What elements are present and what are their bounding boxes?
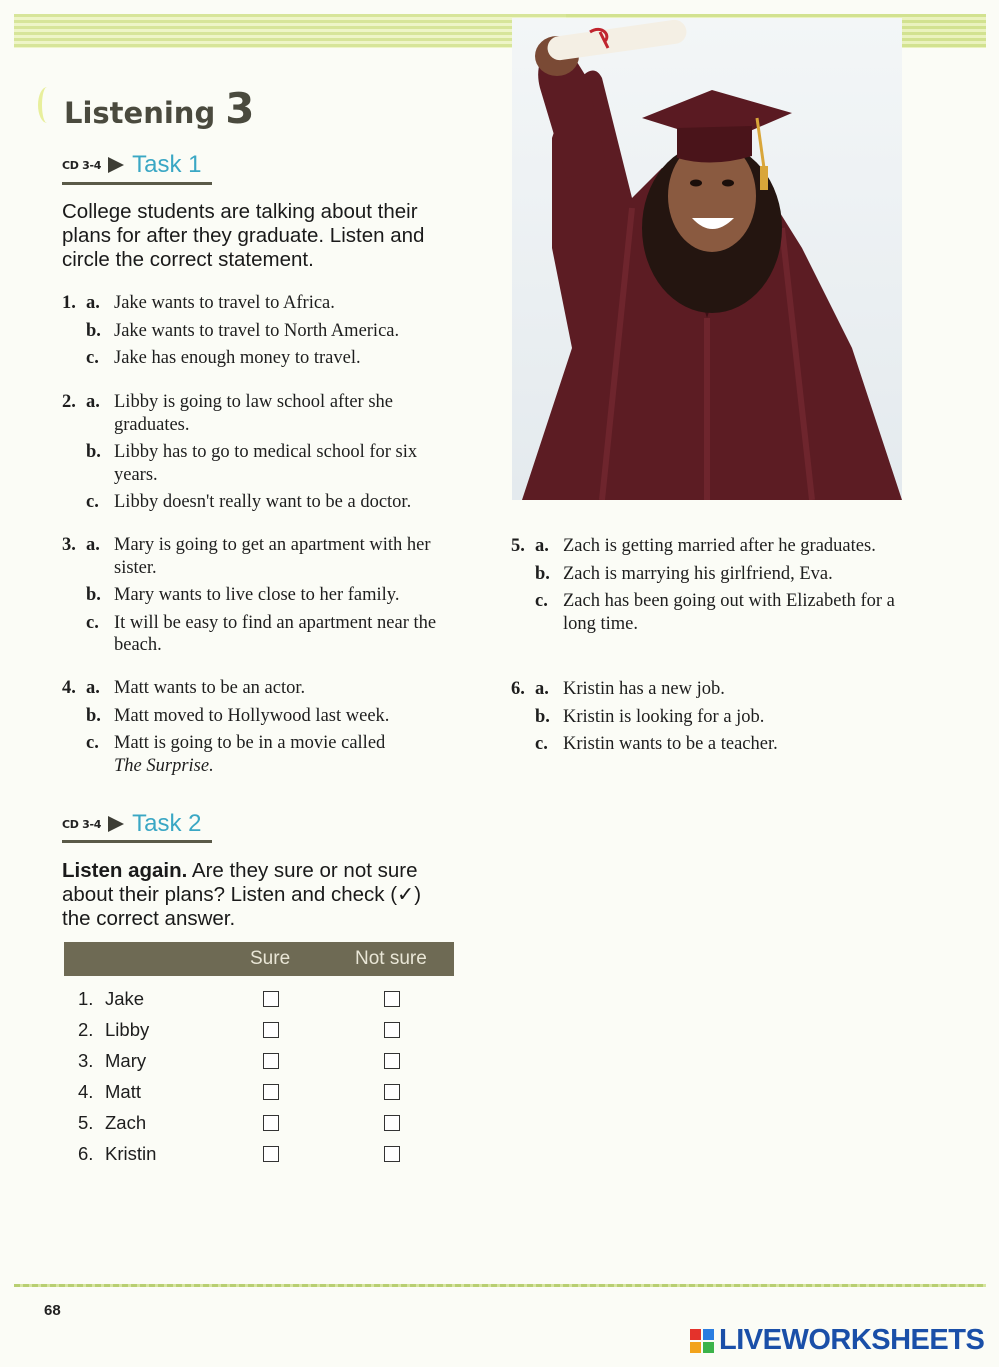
table-row	[64, 1108, 454, 1139]
play-arrow-icon	[108, 157, 124, 173]
question-6	[511, 678, 911, 761]
question-number: 2.	[62, 392, 76, 412]
header-sure: Sure	[250, 948, 291, 969]
option-letter: c.	[86, 733, 99, 753]
liveworksheets-brand	[690, 1324, 984, 1357]
graduate-illustration	[512, 18, 902, 500]
row-number: 3.	[78, 1050, 94, 1071]
option-text: Jake wants to travel to North America.	[114, 320, 400, 341]
option-text: Libby has to go to medical school for six years.	[114, 442, 418, 485]
option-text: Kristin wants to be a teacher.	[563, 734, 778, 754]
brand-text: LIVEWORKSHEETS	[719, 1324, 985, 1356]
option-letter: b.	[86, 442, 101, 462]
question-option[interactable]	[62, 677, 462, 700]
question-1	[62, 292, 462, 375]
question-option[interactable]	[62, 705, 462, 728]
question-number: 6.	[511, 679, 525, 699]
option-letter: c.	[86, 492, 99, 512]
question-option[interactable]	[62, 732, 462, 777]
question-option[interactable]	[62, 391, 462, 436]
graduate-photo	[512, 18, 902, 500]
not-sure-checkbox[interactable]	[384, 1084, 400, 1100]
option-letter: c.	[86, 348, 99, 368]
sure-table	[64, 942, 454, 1170]
question-number: 4.	[62, 678, 76, 698]
task2-header	[62, 810, 201, 838]
task2-instruction	[62, 859, 452, 931]
movie-title-italic: The Surprise.	[114, 755, 214, 776]
question-4	[62, 677, 462, 782]
not-sure-checkbox[interactable]	[384, 1146, 400, 1162]
sure-checkbox[interactable]	[263, 991, 279, 1007]
table-row	[64, 1015, 454, 1046]
option-letter: b.	[535, 706, 550, 727]
question-3	[62, 534, 462, 662]
row-number: 4.	[78, 1081, 94, 1102]
option-text: Matt is going to be in a movie called	[114, 733, 386, 753]
question-number: 5.	[511, 536, 525, 556]
section-heading	[38, 84, 254, 133]
task1-header	[62, 151, 201, 179]
option-letter: b.	[86, 320, 101, 341]
sure-checkbox[interactable]	[263, 1146, 279, 1162]
task1-instruction: College students are talking about their plans for after they graduate. Listen and circle the correct statement.	[62, 200, 425, 271]
sure-checkbox[interactable]	[263, 1053, 279, 1069]
table-header	[64, 942, 454, 976]
question-2	[62, 391, 462, 519]
option-text: Kristin is looking for a job.	[563, 706, 765, 727]
option-letter: a.	[86, 535, 100, 555]
option-text: Zach has been going out with Elizabeth for a long time.	[563, 591, 895, 634]
task1-underline	[62, 182, 212, 185]
heading-number: 3	[225, 84, 255, 133]
option-letter: c.	[86, 612, 99, 633]
row-number: 1.	[78, 988, 94, 1009]
question-option[interactable]	[62, 347, 462, 370]
option-text: Jake wants to travel to Africa.	[114, 293, 335, 313]
bottom-rule	[14, 1284, 986, 1287]
option-text: Matt wants to be an actor.	[114, 678, 306, 698]
option-text: Libby is going to law school after she graduates.	[114, 392, 393, 435]
task2-underline	[62, 840, 212, 843]
task2-title: Task 2	[132, 810, 202, 837]
option-letter: a.	[86, 293, 100, 313]
option-letter: b.	[86, 705, 101, 726]
sure-checkbox[interactable]	[263, 1084, 279, 1100]
option-letter: c.	[535, 734, 548, 754]
option-letter: b.	[86, 585, 101, 605]
question-option[interactable]	[511, 706, 911, 729]
option-letter: b.	[535, 563, 550, 584]
task2-instruction-text: Are they sure or not sure about their plans? Listen and check (✓) the correct answer.	[62, 859, 422, 930]
question-option[interactable]	[62, 441, 462, 486]
not-sure-checkbox[interactable]	[384, 1022, 400, 1038]
row-name: Jake	[105, 988, 145, 1009]
table-row	[64, 1046, 454, 1077]
row-name: Libby	[105, 1019, 150, 1040]
option-text: Mary is going to get an apartment with her sister.	[114, 535, 431, 578]
task2-instruction-bold: Listen again.	[62, 859, 188, 882]
question-option[interactable]	[511, 590, 911, 635]
option-letter: a.	[86, 678, 100, 698]
not-sure-checkbox[interactable]	[384, 991, 400, 1007]
option-text: Libby doesn't really want to be a doctor.	[114, 492, 412, 512]
question-5	[511, 535, 911, 640]
sure-checkbox[interactable]	[263, 1115, 279, 1131]
question-option[interactable]	[62, 612, 462, 657]
row-name: Mary	[105, 1050, 147, 1071]
row-number: 5.	[78, 1112, 94, 1133]
question-option[interactable]	[62, 534, 462, 579]
table-row	[64, 1077, 454, 1108]
option-text: Matt moved to Hollywood last week.	[114, 705, 390, 726]
table-row	[64, 984, 454, 1015]
option-text: Mary wants to live close to her family.	[114, 585, 400, 605]
headphone-arc-icon	[38, 87, 56, 123]
cd-track-label: CD 3-4	[62, 817, 102, 831]
question-option[interactable]	[511, 563, 911, 586]
option-letter: c.	[535, 591, 548, 611]
question-option[interactable]	[511, 678, 911, 701]
question-option[interactable]	[62, 320, 462, 343]
question-number: 3.	[62, 535, 76, 555]
task1-title: Task 1	[132, 151, 202, 178]
header-not-sure: Not sure	[355, 948, 427, 969]
question-number: 1.	[62, 293, 76, 313]
row-number: 2.	[78, 1019, 94, 1040]
option-text: It will be easy to find an apartment near the beach.	[114, 612, 437, 655]
row-name: Matt	[105, 1081, 141, 1102]
sure-checkbox[interactable]	[263, 1022, 279, 1038]
heading-word: Listening	[64, 96, 216, 130]
liveworksheets-logo-icon	[690, 1329, 714, 1353]
question-option[interactable]	[62, 491, 462, 514]
option-text: Kristin has a new job.	[563, 679, 725, 699]
row-name: Zach	[105, 1112, 147, 1133]
option-letter: a.	[535, 679, 549, 699]
question-option[interactable]	[511, 535, 911, 558]
row-name: Kristin	[105, 1143, 157, 1164]
table-row	[64, 1139, 454, 1170]
option-text: Jake has enough money to travel.	[114, 348, 361, 368]
page-number: 68	[44, 1302, 61, 1319]
question-option[interactable]	[62, 584, 462, 607]
option-letter: a.	[535, 536, 549, 556]
option-letter: a.	[86, 392, 100, 412]
question-option[interactable]	[62, 292, 462, 315]
play-arrow-icon	[108, 816, 124, 832]
row-number: 6.	[78, 1143, 94, 1164]
not-sure-checkbox[interactable]	[384, 1053, 400, 1069]
cd-track-label: CD 3-4	[62, 158, 102, 172]
option-text: Zach is getting married after he graduates.	[563, 536, 876, 556]
option-text: Zach is marrying his girlfriend, Eva.	[563, 563, 833, 584]
not-sure-checkbox[interactable]	[384, 1115, 400, 1131]
question-option[interactable]	[511, 733, 911, 756]
